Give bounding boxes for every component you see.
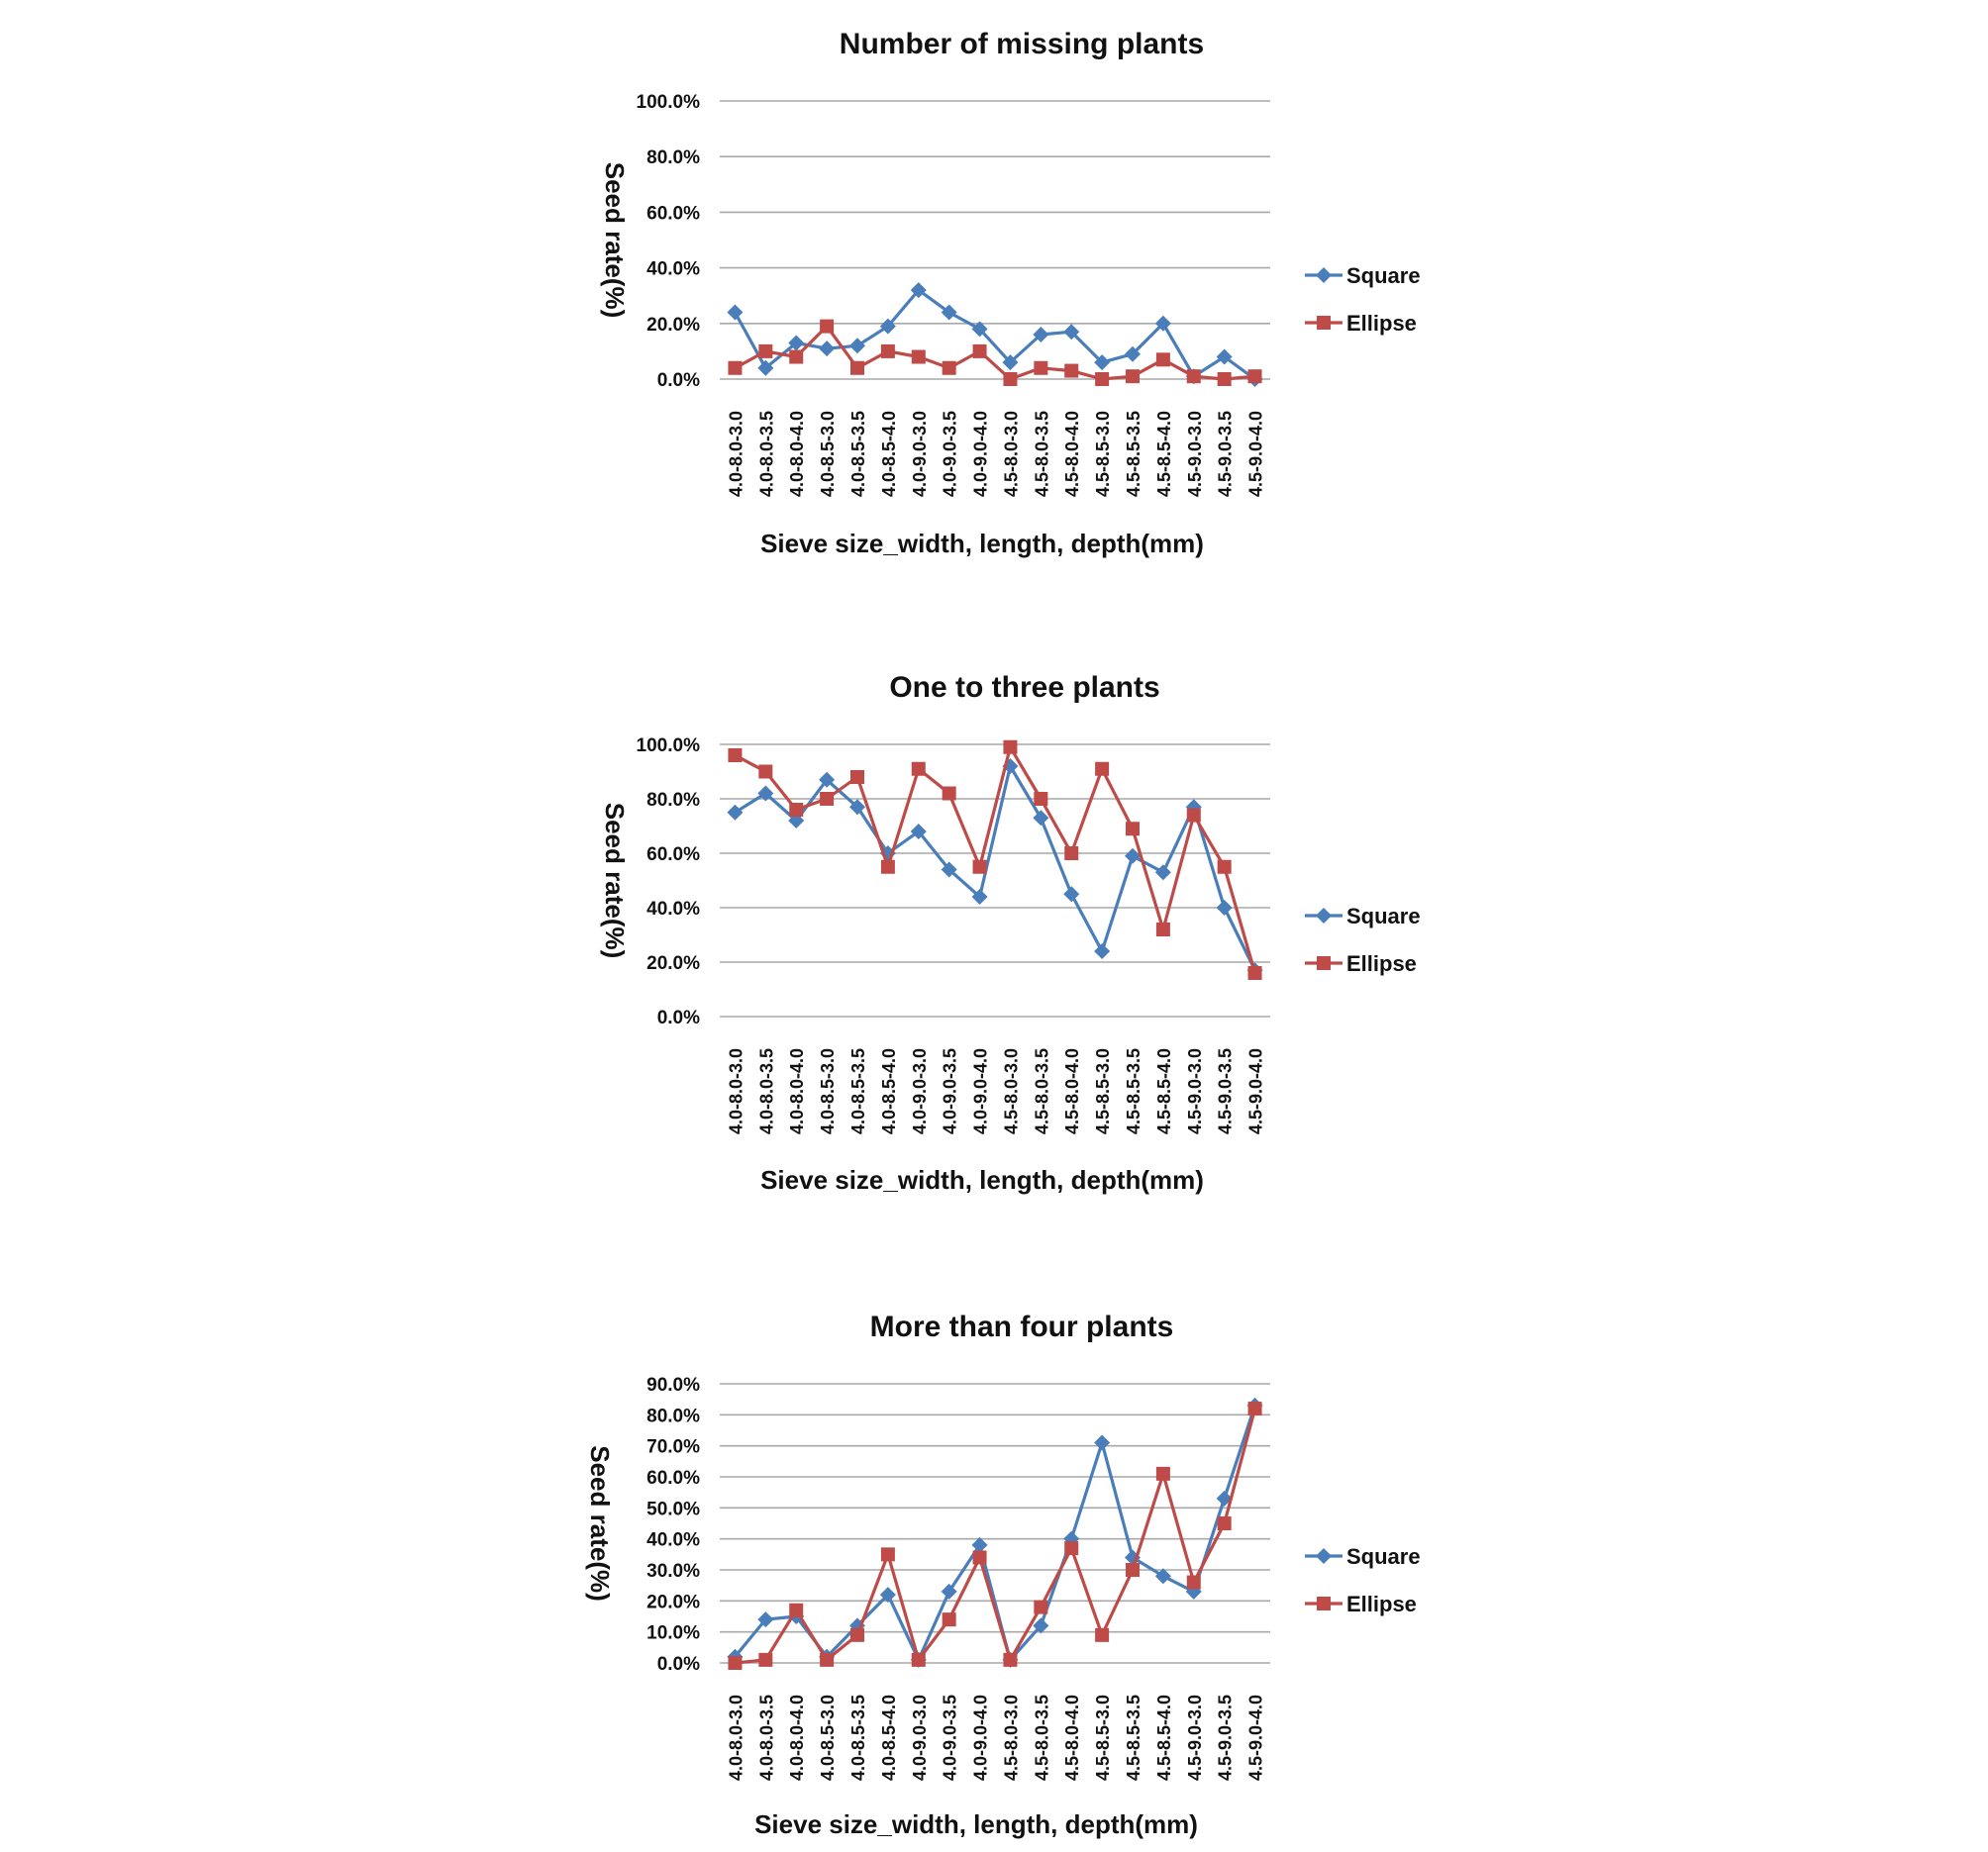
- y-tick-label: 80.0%: [646, 1406, 700, 1427]
- y-tick-label: 0.0%: [656, 1008, 700, 1028]
- x-tick-label: 4.0-8.0-4.0: [787, 410, 808, 497]
- data-point-ellipse: [1156, 923, 1170, 936]
- x-tick-label: 4.5-8.0-3.0: [1001, 410, 1022, 497]
- y-tick-label: 40.0%: [646, 258, 700, 280]
- x-tick-label: 4.0-8.5-3.0: [818, 1694, 839, 1781]
- y-tick-label: 50.0%: [646, 1499, 700, 1520]
- x-tick-label: 4.5-8.0-3.5: [1032, 1694, 1052, 1781]
- x-tick-label: 4.5-9.0-3.0: [1184, 1047, 1205, 1134]
- data-point-ellipse: [1248, 1402, 1262, 1415]
- legend-marker-ellipse: [1317, 956, 1331, 970]
- y-tick-label: 0.0%: [656, 370, 700, 391]
- legend-marker-square: [1316, 1548, 1332, 1564]
- legend-label: Ellipse: [1346, 951, 1417, 976]
- x-tick-label: 4.0-9.0-3.5: [940, 1047, 960, 1134]
- x-tick-label: 4.5-8.0-3.0: [1001, 1047, 1022, 1134]
- legend-label: Square: [1346, 1544, 1421, 1569]
- chart-svg: [0, 634, 1988, 1247]
- y-tick-label: 20.0%: [646, 314, 700, 336]
- y-axis-label: Seed rate(%): [600, 161, 630, 319]
- x-tick-label: 4.0-9.0-3.5: [940, 410, 960, 497]
- data-point-ellipse: [881, 860, 895, 874]
- x-tick-label: 4.0-9.0-4.0: [970, 1694, 991, 1781]
- x-tick-label: 4.5-8.5-3.5: [1124, 410, 1143, 497]
- data-point-square: [819, 341, 835, 356]
- x-tick-label: 4.0-8.0-3.0: [726, 1694, 746, 1781]
- data-point-ellipse: [912, 350, 926, 364]
- data-point-ellipse: [1126, 369, 1140, 383]
- x-tick-label: 4.0-8.0-3.0: [726, 410, 746, 497]
- data-point-square: [727, 805, 743, 821]
- legend-label: Ellipse: [1346, 311, 1417, 336]
- data-point-ellipse: [943, 1612, 956, 1626]
- chart-svg: [0, 1267, 1988, 1852]
- data-point-ellipse: [820, 320, 834, 334]
- y-axis-label: Seed rate(%): [585, 1445, 615, 1602]
- data-point-ellipse: [1003, 372, 1017, 386]
- y-tick-label: 20.0%: [646, 953, 700, 974]
- data-point-ellipse: [1248, 369, 1262, 383]
- x-tick-label: 4.5-9.0-4.0: [1245, 1694, 1266, 1781]
- y-tick-label: 20.0%: [646, 1592, 700, 1613]
- x-tick-label: 4.5-8.0-3.0: [1001, 1694, 1022, 1781]
- data-point-ellipse: [758, 344, 772, 358]
- x-tick-label: 4.0-8.0-3.5: [756, 1047, 777, 1134]
- data-point-ellipse: [1156, 1467, 1170, 1481]
- x-tick-label: 4.0-9.0-4.0: [970, 410, 991, 497]
- data-point-ellipse: [1064, 1541, 1078, 1555]
- data-point-ellipse: [1095, 372, 1109, 386]
- legend-marker-square: [1316, 908, 1332, 924]
- data-point-ellipse: [943, 787, 956, 801]
- x-tick-label: 4.5-8.0-4.0: [1062, 1694, 1083, 1781]
- x-tick-label: 4.5-8.5-4.0: [1153, 410, 1174, 497]
- x-tick-label: 4.5-8.5-3.5: [1124, 1694, 1143, 1781]
- legend-marker-ellipse: [1317, 316, 1331, 330]
- x-axis-label: Sieve size_width, length, depth(mm): [760, 529, 1204, 558]
- x-tick-label: 4.5-9.0-4.0: [1245, 1047, 1266, 1134]
- x-tick-label: 4.0-8.0-3.0: [726, 1047, 746, 1134]
- y-tick-label: 100.0%: [636, 92, 700, 113]
- x-tick-label: 4.5-9.0-4.0: [1245, 410, 1266, 497]
- x-tick-label: 4.0-9.0-3.5: [940, 1694, 960, 1781]
- y-tick-label: 90.0%: [646, 1375, 700, 1396]
- data-point-ellipse: [789, 350, 803, 364]
- x-tick-label: 4.5-8.5-4.0: [1153, 1694, 1174, 1781]
- x-tick-label: 4.0-9.0-3.0: [909, 1694, 930, 1781]
- data-point-ellipse: [728, 361, 742, 375]
- data-point-ellipse: [1187, 369, 1201, 383]
- data-point-square: [849, 338, 865, 353]
- data-point-ellipse: [1126, 1563, 1140, 1577]
- series-line-square: [735, 1406, 1254, 1660]
- x-tick-label: 4.0-8.5-4.0: [878, 1047, 899, 1134]
- data-point-ellipse: [1064, 846, 1078, 860]
- data-point-square: [1063, 886, 1079, 902]
- x-tick-label: 4.5-9.0-3.5: [1215, 1047, 1236, 1134]
- y-tick-label: 70.0%: [646, 1436, 700, 1458]
- data-point-ellipse: [973, 344, 987, 358]
- y-tick-label: 100.0%: [636, 735, 700, 756]
- data-point-ellipse: [1218, 1516, 1232, 1530]
- y-tick-label: 80.0%: [646, 790, 700, 811]
- data-point-square: [1217, 900, 1233, 916]
- x-axis-label: Sieve size_width, length, depth(mm): [760, 1165, 1204, 1195]
- data-point-ellipse: [850, 361, 864, 375]
- data-point-ellipse: [1187, 809, 1201, 823]
- x-tick-label: 4.0-9.0-3.0: [909, 1047, 930, 1134]
- x-tick-label: 4.5-8.5-3.0: [1093, 410, 1114, 497]
- data-point-ellipse: [973, 860, 987, 874]
- y-tick-label: 0.0%: [656, 1654, 700, 1675]
- x-tick-label: 4.5-9.0-3.5: [1215, 1694, 1236, 1781]
- x-tick-label: 4.0-9.0-4.0: [970, 1047, 991, 1134]
- x-tick-label: 4.0-8.0-3.5: [756, 1694, 777, 1781]
- data-point-ellipse: [881, 344, 895, 358]
- chart-svg: [0, 0, 1988, 614]
- data-point-ellipse: [758, 765, 772, 779]
- y-tick-label: 40.0%: [646, 899, 700, 920]
- data-point-square: [1033, 810, 1048, 826]
- data-point-ellipse: [728, 1656, 742, 1670]
- series-line-ellipse: [735, 747, 1254, 973]
- data-point-square: [1094, 1435, 1110, 1451]
- x-tick-label: 4.5-8.0-4.0: [1062, 1047, 1083, 1134]
- x-tick-label: 4.0-8.0-4.0: [787, 1047, 808, 1134]
- x-tick-label: 4.5-8.5-4.0: [1153, 1047, 1174, 1134]
- chart-title: More than four plants: [869, 1311, 1174, 1343]
- data-point-ellipse: [789, 1604, 803, 1617]
- x-tick-label: 4.5-8.5-3.0: [1093, 1047, 1114, 1134]
- series-line-square: [735, 766, 1254, 970]
- data-point-ellipse: [850, 770, 864, 784]
- data-point-ellipse: [1187, 1576, 1201, 1590]
- x-tick-label: 4.0-8.0-3.5: [756, 410, 777, 497]
- data-point-ellipse: [1156, 352, 1170, 366]
- data-point-ellipse: [1218, 372, 1232, 386]
- data-point-ellipse: [758, 1653, 772, 1667]
- y-axis-label: Seed rate(%): [600, 802, 630, 959]
- x-tick-label: 4.5-8.0-3.5: [1032, 1047, 1052, 1134]
- x-tick-label: 4.5-9.0-3.0: [1184, 1694, 1205, 1781]
- x-tick-label: 4.5-9.0-3.5: [1215, 410, 1236, 497]
- data-point-ellipse: [973, 1550, 987, 1564]
- x-tick-label: 4.0-8.5-3.5: [848, 1047, 868, 1134]
- x-tick-label: 4.5-8.5-3.0: [1093, 1694, 1114, 1781]
- x-tick-label: 4.0-8.5-4.0: [878, 410, 899, 497]
- data-point-ellipse: [820, 1653, 834, 1667]
- data-point-square: [1094, 943, 1110, 959]
- data-point-ellipse: [1064, 364, 1078, 378]
- x-tick-label: 4.5-8.0-3.5: [1032, 410, 1052, 497]
- x-tick-label: 4.5-8.5-3.5: [1124, 1047, 1143, 1134]
- x-tick-label: 4.0-8.5-3.0: [818, 410, 839, 497]
- y-tick-label: 60.0%: [646, 203, 700, 225]
- data-point-ellipse: [728, 748, 742, 762]
- legend-marker-square: [1316, 267, 1332, 283]
- data-point-ellipse: [1034, 1601, 1047, 1614]
- data-point-ellipse: [820, 792, 834, 806]
- data-point-ellipse: [912, 762, 926, 776]
- legend-marker-ellipse: [1317, 1597, 1331, 1610]
- data-point-ellipse: [1218, 860, 1232, 874]
- x-tick-label: 4.0-8.5-3.0: [818, 1047, 839, 1134]
- y-tick-label: 40.0%: [646, 1529, 700, 1551]
- data-point-ellipse: [881, 1547, 895, 1561]
- chart-one-to-three-plants: [0, 634, 1988, 1247]
- data-point-ellipse: [1034, 792, 1047, 806]
- y-tick-label: 30.0%: [646, 1561, 700, 1582]
- data-point-ellipse: [1126, 822, 1140, 835]
- x-tick-label: 4.5-9.0-3.0: [1184, 410, 1205, 497]
- x-tick-label: 4.0-8.5-4.0: [878, 1694, 899, 1781]
- x-tick-label: 4.0-8.5-3.5: [848, 410, 868, 497]
- data-point-square: [1155, 864, 1171, 880]
- data-point-ellipse: [1095, 1628, 1109, 1642]
- y-tick-label: 10.0%: [646, 1622, 700, 1644]
- x-tick-label: 4.0-8.0-4.0: [787, 1694, 808, 1781]
- chart-title: Number of missing plants: [839, 28, 1205, 60]
- data-point-ellipse: [1003, 740, 1017, 754]
- chart-more-than-four-plants: [0, 1267, 1988, 1852]
- x-tick-label: 4.0-8.5-3.5: [848, 1694, 868, 1781]
- x-axis-label: Sieve size_width, length, depth(mm): [754, 1809, 1198, 1839]
- x-tick-label: 4.0-9.0-3.0: [909, 410, 930, 497]
- data-point-ellipse: [850, 1628, 864, 1642]
- data-point-ellipse: [1095, 762, 1109, 776]
- series-line-ellipse: [735, 327, 1254, 379]
- legend-label: Square: [1346, 263, 1421, 288]
- data-point-ellipse: [1034, 361, 1047, 375]
- data-point-ellipse: [1003, 1653, 1017, 1667]
- chart-title: One to three plants: [889, 671, 1160, 704]
- data-point-ellipse: [789, 803, 803, 817]
- y-tick-label: 80.0%: [646, 147, 700, 169]
- legend-label: Ellipse: [1346, 1592, 1417, 1616]
- y-tick-label: 60.0%: [646, 1468, 700, 1489]
- x-tick-label: 4.5-8.0-4.0: [1062, 410, 1083, 497]
- data-point-ellipse: [943, 361, 956, 375]
- legend-label: Square: [1346, 904, 1421, 928]
- y-tick-label: 60.0%: [646, 844, 700, 865]
- data-point-ellipse: [1248, 966, 1262, 980]
- data-point-square: [727, 305, 743, 321]
- chart-missing-plants: [0, 0, 1988, 614]
- data-point-ellipse: [912, 1653, 926, 1667]
- series-line-ellipse: [735, 1409, 1254, 1663]
